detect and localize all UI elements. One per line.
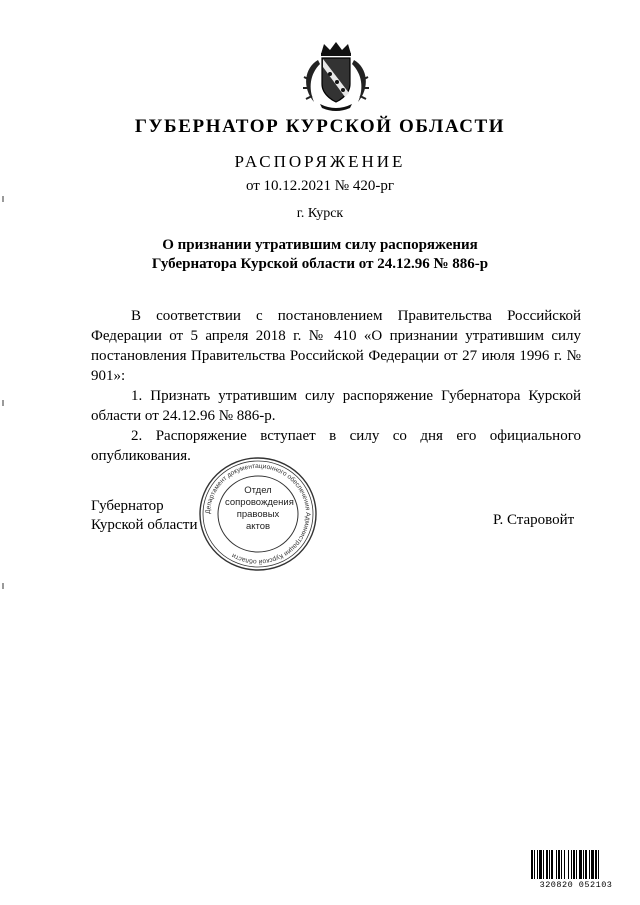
signatory-position-line-2: Курской области [91,517,198,533]
barcode-bar [585,850,587,879]
barcode-image [530,850,622,879]
stamp-line-1: Отдел [244,485,272,496]
item-1-paragraph: 1. Признать утратившим силу распоряжение Губернатора Курской области от 24.12.96 № 886-р. [91,388,581,424]
barcode-bar [571,850,572,879]
subject-line-2: Губернатора Курской области от 24.12.96 № 886-р [151,256,489,272]
barcode-bar [573,850,575,879]
barcode-bar [595,850,597,879]
barcode-bar [546,850,548,879]
barcode-bar [551,850,553,879]
barcode-bar [549,850,550,879]
scan-margin-mark [2,196,4,202]
barcode-bar [598,850,599,879]
barcode-bar [558,850,560,879]
signatory-position-line-1: Губернатор [91,498,164,514]
barcode-bar [568,850,569,879]
kursk-coat-of-arms-icon [296,40,376,112]
document-type: РАСПОРЯЖЕНИЕ [234,152,406,171]
barcode-bar [556,850,557,879]
stamp-line-4: актов [245,521,271,532]
barcode-bar [531,850,533,879]
scan-margin-mark [2,583,4,589]
barcode-bar [579,850,582,879]
preamble-paragraph: В соответствии с постановлением Правительства Российской Федерации от 5 апреля 2018 г. № 410 «О признании утратившим силу постановления Правительства Российской Федерации от 27 июля 1996 г. № 901»: [91,308,581,384]
document-date-number: от 10.12.2021 № 420-рг [245,178,395,194]
barcode-bar [537,850,538,879]
barcode-bar [591,850,594,879]
subject-line-1: О признании утратившим силу распоряжения [162,237,478,253]
issuer-title: ГУБЕРНАТОР КУРСКОЙ ОБЛАСТИ [134,116,506,137]
barcode-bar [561,850,562,879]
scan-margin-mark [2,400,4,406]
document-subject [0,236,640,274]
stamp-center-text [225,485,294,533]
stamp-line-3: правовых [236,509,280,520]
barcode-bar [543,850,544,879]
stamp-ring-text: Департамент документационного обеспечения Администрации Курской области [204,462,312,566]
barcode-number: 320820 052103 [539,880,613,890]
signatory-name: Р. Старовойт [493,512,575,528]
signatory-position [91,497,197,535]
barcode-bar [583,850,584,879]
document-city: г. Курск [296,206,344,221]
barcode-bar [589,850,590,879]
document-body [91,306,581,466]
barcode-bar [576,850,577,879]
item-2-paragraph: 2. Распоряжение вступает в силу со дня его официального опубликования. [91,428,581,464]
barcode-bar [534,850,535,879]
official-stamp [197,455,319,573]
barcode-bar [539,850,542,879]
barcode-bar [564,850,565,879]
stamp-line-2: сопровождения [225,497,294,508]
